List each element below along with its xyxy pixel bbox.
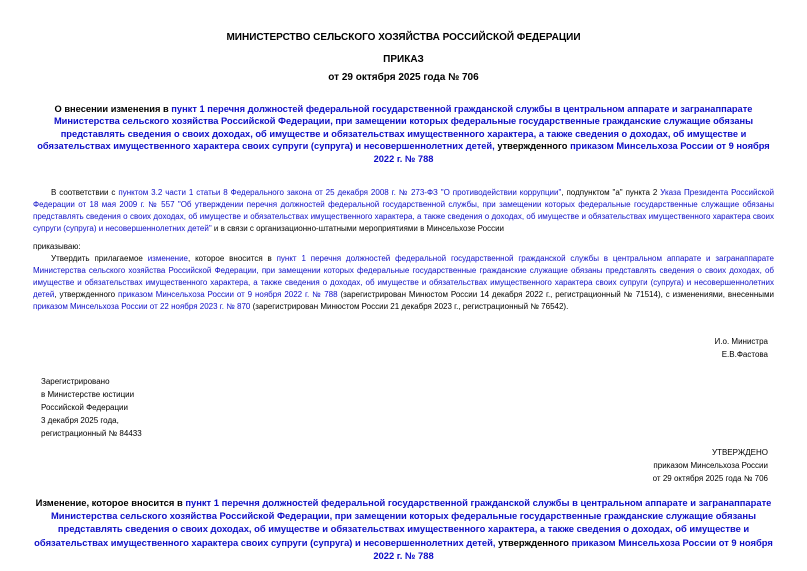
approval-line: УТВЕРЖДЕНО xyxy=(711,448,768,458)
order-paragraph xyxy=(33,253,774,313)
preamble-paragraph xyxy=(33,187,774,235)
document-reference-link[interactable]: изменение xyxy=(147,254,188,264)
document-reference-link[interactable]: пунктом 3.2 части 1 статьи 8 Федерального закона от 25 декабря 2008 г. № 273-ФЗ "О противодействии коррупции" xyxy=(118,188,562,198)
document-reference-link[interactable]: приказом Минсельхоза России от 22 ноября 2023 г. № 870 xyxy=(33,302,251,312)
document-text: Утвердить прилагаемое xyxy=(51,254,148,264)
registration-line: Российской Федерации xyxy=(41,403,128,413)
document-reference-link[interactable]: пункт 1 перечня должностей федеральной государственной гражданской службы в центральном аппарате и загранаппарате Министерства сельского хозяйства Российской Федерации, при замещении которых федеральные государственные гражданские служащие обязаны представлять сведения о своих доходах, об имуществе и обязательствах имущественного характера, а также сведения о доходах, об имуществе и обязательствах имущественного характера своих супруги (супруга) и несовершеннолетних детей, xyxy=(37,104,754,152)
document-reference-link[interactable]: пункт 1 перечня должностей федеральной государственной гражданской службы в центральном аппарате и загранаппарате Министерства сельского хозяйства Российской Федерации, при замещении которых федеральные государственные гражданские служащие обязаны представлять сведения о своих доходах, об имуществе и обязательствах имущественного характера, а также сведения о доходах, об имуществе и обязательствах имущественного характера своих супруги (супруга) и несовершеннолетних детей xyxy=(33,254,774,300)
document-reference-link[interactable]: приказом Минсельхоза России от 9 ноября 2022 г. № 788 xyxy=(118,290,338,300)
document-text: (зарегистрирован Минюстом России 14 декабря 2022 г., регистрационный № 71514), с изменениями, внесенными xyxy=(337,290,774,300)
document-reference-link[interactable]: Указа Президента Российской Федерации от 18 мая 2009 г. № 557 "Об утверждении перечня должностей федеральной государственной службы, при замещении которых федеральные государственные служащие обязаны представлять сведения о своих доходах, об имуществе и обязательствах имущественного характера, а также сведения о доходах, об имуществе и обязательствах имущественного характера своих супруги (супруга) и несовершеннолетних детей" xyxy=(33,188,775,234)
document-text: утвержденного xyxy=(495,536,572,548)
document-text: и в связи с организационно-штатными мероприятиями в Минсельхозе России xyxy=(211,224,504,234)
document-text: В соответствии с xyxy=(51,188,119,198)
registration-line: 3 декабря 2025 года, xyxy=(41,416,119,426)
signer-name: Е.В.Фастова xyxy=(721,350,768,360)
document-text: , подпунктом "а" пункта 2 xyxy=(561,188,661,198)
ministry-name: МИНИСТЕРСТВО СЕЛЬСКОГО ХОЗЯЙСТВА РОССИЙСКОЙ ФЕДЕРАЦИИ xyxy=(226,32,581,43)
approval-block xyxy=(33,446,774,485)
document-date-number: от 29 октября 2025 года № 706 xyxy=(328,72,479,83)
approval-line: от 29 октября 2025 года № 706 xyxy=(652,474,768,484)
document-text: О внесении изменения в xyxy=(54,104,172,114)
approval-line: приказом Минсельхоза России xyxy=(653,461,768,471)
registration-line: регистрационный № 84433 xyxy=(41,429,142,439)
registration-line: Зарегистрировано xyxy=(41,377,110,387)
document-text: , которое вносится в xyxy=(188,254,277,264)
document-text: Изменение, которое вносится в xyxy=(35,497,186,509)
resolution-word: приказываю: xyxy=(33,242,81,252)
document-type: ПРИКАЗ xyxy=(383,54,424,65)
registration-block xyxy=(41,375,774,440)
document-text: , утвержденного xyxy=(54,290,119,300)
document-text: (зарегистрирован Минюстом России 21 декабря 2023 г., регистрационный № 76542). xyxy=(250,302,569,312)
signature-block xyxy=(33,335,774,361)
document-reference-link[interactable]: приказом Минсельхоза России от 9 ноября 2022 г. № 788 xyxy=(373,141,770,164)
document-reference-link[interactable]: приказом Минсельхоза России от 9 ноября 2022 г. № 788 xyxy=(373,536,773,561)
document-text: утвержденного xyxy=(494,141,571,152)
registration-line: в Министерстве юстиции xyxy=(41,390,135,400)
signer-position: И.о. Министра xyxy=(714,337,768,347)
document-reference-link[interactable]: пункт 1 перечня должностей федеральной государственной гражданской службы в центральном аппарате и загранаппарате Министерства сельского хозяйства Российской Федерации, при замещении которых федеральные государственные гражданские служащие обязаны представлять сведения о своих доходах, об имуществе и обязательствах имущественного характера, а также сведения о доходах, об имуществе и обязательствах имущественного характера своих супруги (супруга) и несовершеннолетних детей, xyxy=(34,497,772,548)
document-header xyxy=(33,0,774,83)
annex-title xyxy=(33,496,774,562)
document-title xyxy=(33,103,774,165)
